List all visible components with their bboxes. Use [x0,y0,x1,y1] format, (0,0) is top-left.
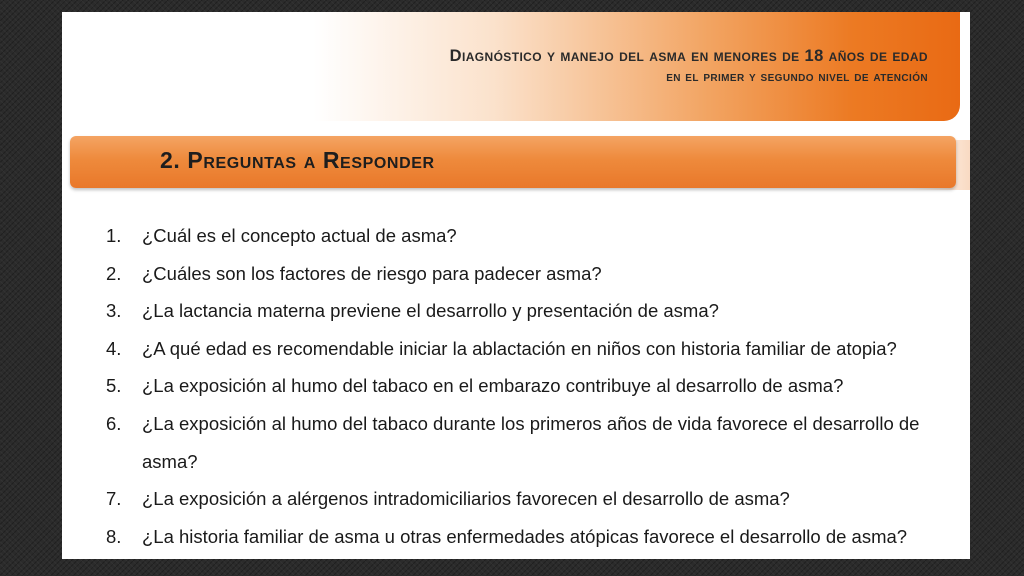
list-item [62,217,970,255]
list-item [62,292,970,330]
section-header-bar [70,136,956,188]
question-text: ¿La exposición al humo del tabaco durante los primeros años de vida favorece el desarrollo de asma? [142,412,920,472]
question-number: 2. [106,262,122,284]
section-title: 2. Preguntas a Responder [160,147,435,173]
list-item [62,405,970,480]
question-text: ¿La lactancia materna previene el desarrollo y presentación de asma? [142,300,719,322]
question-number: 5. [106,375,122,397]
question-text: ¿Cuál es el concepto actual de asma? [142,225,457,246]
question-number: 1. [106,225,122,246]
document-title [450,45,928,87]
question-number: 3. [106,300,122,322]
list-item [62,518,970,556]
header-band [62,12,960,121]
questions-list [62,217,970,555]
question-number: 8. [106,525,122,547]
question-text: ¿A qué edad es recomendable iniciar la ablactación en niños con historia familiar de atopia? [142,337,897,359]
list-item [62,480,970,518]
question-text: ¿Cuáles son los factores de riesgo para padecer asma? [142,262,602,284]
list-item [62,330,970,368]
question-text: ¿La historia familiar de asma u otras enfermedades atópicas favorece el desarrollo de asma? [142,525,908,547]
question-text: ¿La exposición al humo del tabaco en el embarazo contribuye al desarrollo de asma? [142,375,844,397]
slide [62,12,970,559]
question-number: 6. [106,412,122,434]
list-item [62,255,970,293]
question-number: 4. [106,337,122,359]
question-text: ¿La exposición a alérgenos intradomiciliarios favorecen el desarrollo de asma? [142,488,790,510]
document-title-line1: Diagnóstico y manejo del asma en menores de 18 años de edad [449,47,928,65]
document-title-line2: en el primer y segundo nivel de atención [666,69,928,85]
list-item [62,367,970,405]
question-number: 7. [106,488,122,510]
